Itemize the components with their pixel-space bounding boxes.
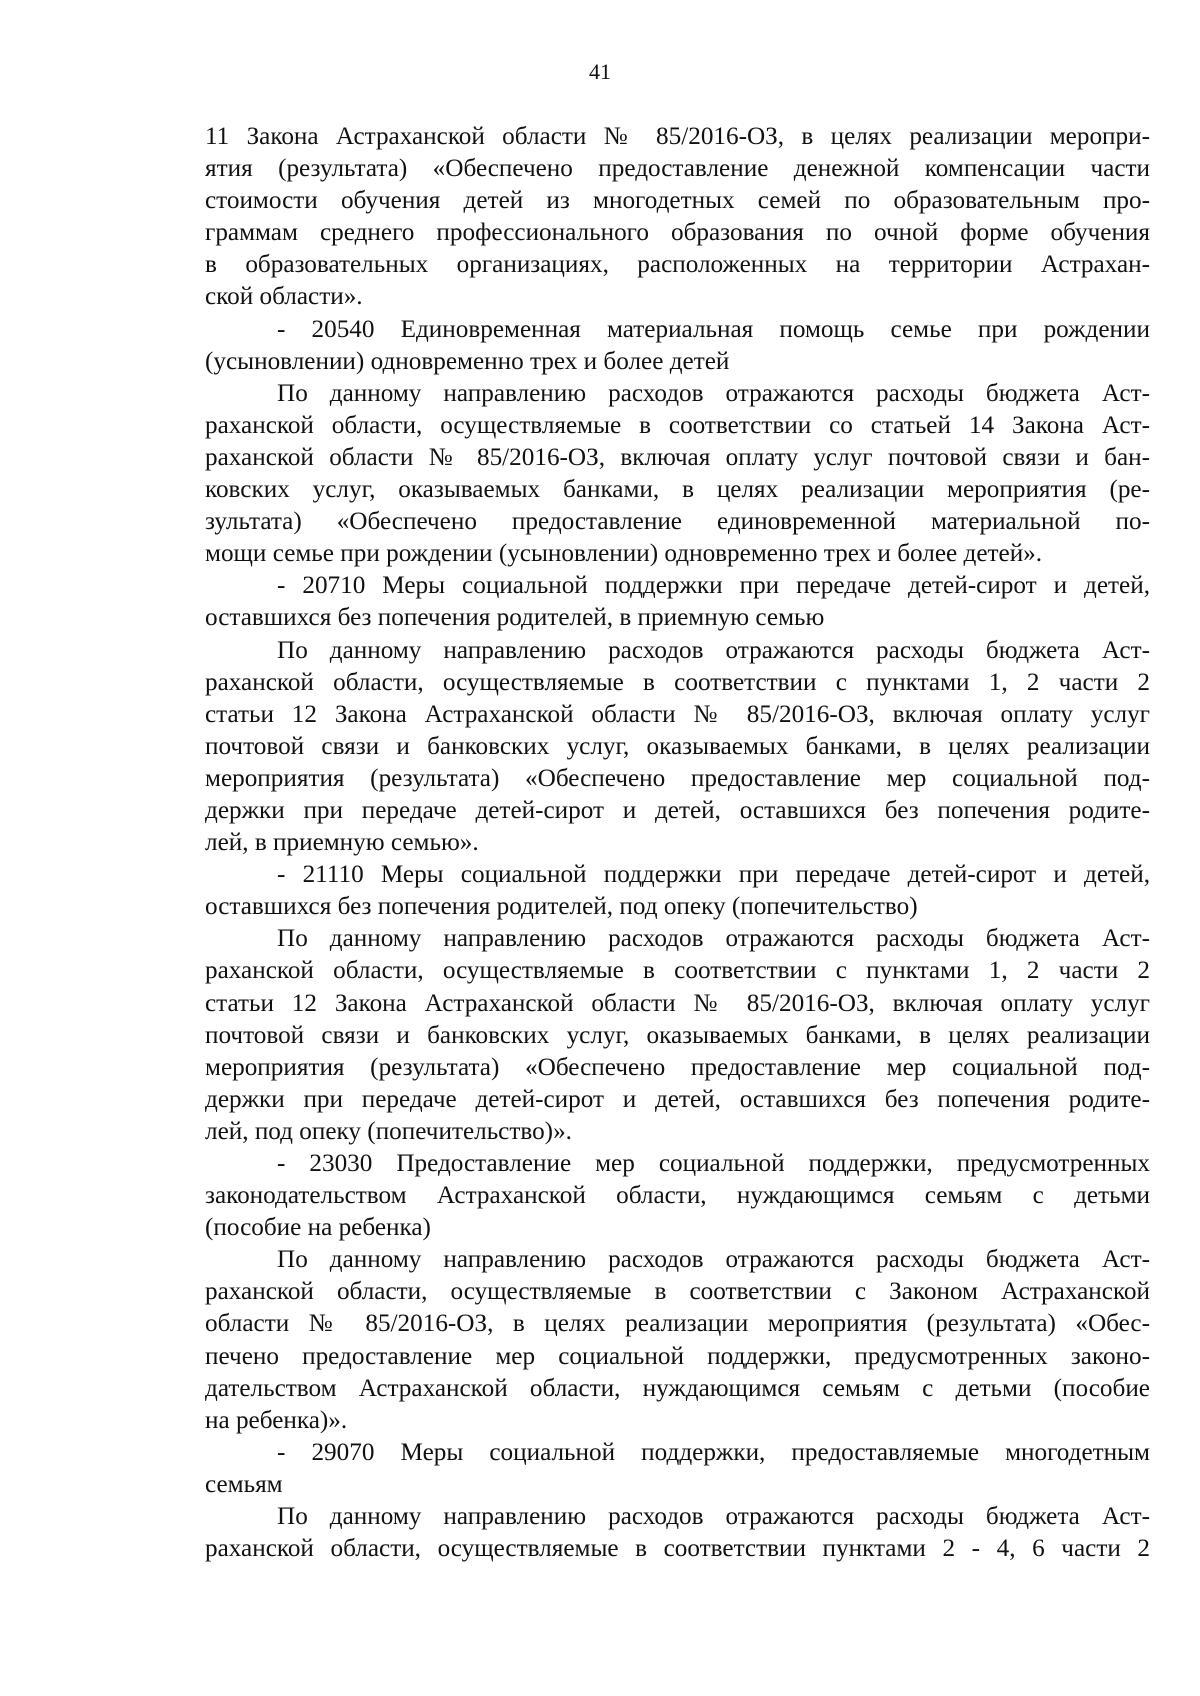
text-line: раханской области, осуществляемые в соответствии с пунктами 1, 2 части 2 xyxy=(205,957,1150,985)
paragraph xyxy=(205,1148,1150,1244)
text-line: ковских услуг, оказываемых банками, в целях реализации мероприятия (ре- xyxy=(205,476,1150,504)
text-line: По данному направлению расходов отражаются расходы бюджета Аст- xyxy=(277,636,1150,664)
text-line: (пособие на ребенка) xyxy=(205,1214,431,1242)
text-line: По данному направлению расходов отражаются расходы бюджета Аст- xyxy=(277,1246,1150,1274)
paragraph xyxy=(205,635,1150,860)
page-number: 41 xyxy=(589,59,611,84)
text-line: дательством Астраханской области, нуждающимся семьям с детьми (пособие xyxy=(205,1374,1150,1402)
text-line: стоимости обучения детей из многодетных семей по образовательным про- xyxy=(205,187,1150,215)
paragraph xyxy=(205,1501,1150,1565)
text-line: мощи семье при рождении (усыновлении) одновременно трех и более детей». xyxy=(205,540,1043,568)
document-body xyxy=(205,121,1150,1565)
text-line: 11 Закона Астраханской области № 85/2016-ОЗ, в целях реализации меропри- xyxy=(205,123,1150,150)
text-line: раханской области, осуществляемые в соответствии с пунктами 1, 2 части 2 xyxy=(205,668,1150,696)
text-line: на ребенка)». xyxy=(205,1406,348,1434)
text-line: раханской области № 85/2016-ОЗ, включая оплату услуг почтовой связи и бан- xyxy=(205,443,1150,471)
text-line: граммам среднего профессионального образования по очной форме обучения xyxy=(205,219,1150,247)
text-line: По данному направлению расходов отражаются расходы бюджета Аст- xyxy=(277,1503,1150,1531)
text-line: По данному направлению расходов отражаются расходы бюджета Аст- xyxy=(277,925,1150,953)
text-line: - 21110 Меры социальной поддержки при передаче детей-сирот и детей, xyxy=(277,861,1150,889)
text-line: - 20540 Единовременная материальная помощь семье при рождении xyxy=(277,315,1150,343)
text-line: держки при передаче детей-сирот и детей, оставшихся без попечения родите- xyxy=(205,796,1150,824)
paragraph xyxy=(205,923,1150,1148)
paragraph xyxy=(205,1244,1150,1437)
text-line: По данному направлению расходов отражаются расходы бюджета Аст- xyxy=(277,379,1150,407)
text-line: области № 85/2016-ОЗ, в целях реализации мероприятия (результата) «Обес- xyxy=(205,1310,1150,1338)
text-line: мероприятия (результата) «Обеспечено предоставление мер социальной под- xyxy=(205,1053,1150,1081)
paragraph xyxy=(205,1437,1150,1501)
text-line: в образовательных организациях, расположенных на территории Астрахан- xyxy=(205,251,1150,279)
text-line: статьи 12 Закона Астраханской области № 85/2016-ОЗ, включая оплату услуг xyxy=(205,700,1150,728)
text-line: - 29070 Меры социальной поддержки, предоставляемые многодетным xyxy=(277,1438,1150,1466)
paragraph xyxy=(205,378,1150,571)
text-line: держки при передаче детей-сирот и детей, оставшихся без попечения родите- xyxy=(205,1085,1150,1113)
text-line: печено предоставление мер социальной поддержки, предусмотренных законо- xyxy=(205,1342,1150,1370)
paragraph xyxy=(205,859,1150,923)
text-line: зультата) «Обеспечено предоставление единовременной материальной по- xyxy=(205,508,1150,536)
text-line: - 20710 Меры социальной поддержки при передаче детей-сирот и детей, xyxy=(277,572,1150,600)
text-line: мероприятия (результата) «Обеспечено предоставление мер социальной под- xyxy=(205,764,1150,792)
text-line: - 23030 Предоставление мер социальной поддержки, предусмотренных xyxy=(277,1150,1150,1177)
text-line: оставшихся без попечения родителей, под опеку (попечительство) xyxy=(205,893,918,921)
paragraph xyxy=(205,121,1150,314)
text-line: почтовой связи и банковских услуг, оказываемых банками, в целях реализации xyxy=(205,732,1150,760)
text-line: лей, под опеку (попечительство)». xyxy=(205,1117,572,1145)
text-line: статьи 12 Закона Астраханской области № 85/2016-ОЗ, включая оплату услуг xyxy=(205,989,1150,1017)
text-line: лей, в приемную семью». xyxy=(205,829,479,857)
text-line: раханской области, осуществляемые в соответствии пунктами 2 - 4, 6 части 2 xyxy=(205,1535,1150,1563)
text-line: законодательством Астраханской области, нуждающимся семьям с детьми xyxy=(205,1182,1150,1210)
text-line: оставшихся без попечения родителей, в приемную семью xyxy=(205,604,825,632)
text-line: раханской области, осуществляемые в соответствии с Законом Астраханской xyxy=(205,1278,1150,1306)
text-line: (усыновлении) одновременно трех и более детей xyxy=(205,347,730,375)
text-line: раханской области, осуществляемые в соответствии со статьей 14 Закона Аст- xyxy=(205,411,1150,439)
text-line: семьям xyxy=(205,1470,283,1498)
text-line: ятия (результата) «Обеспечено предоставление денежной компенсации части xyxy=(205,155,1150,183)
text-line: почтовой связи и банковских услуг, оказываемых банками, в целях реализации xyxy=(205,1021,1150,1049)
paragraph xyxy=(205,314,1150,378)
text-line: ской области». xyxy=(205,283,363,311)
paragraph xyxy=(205,570,1150,634)
